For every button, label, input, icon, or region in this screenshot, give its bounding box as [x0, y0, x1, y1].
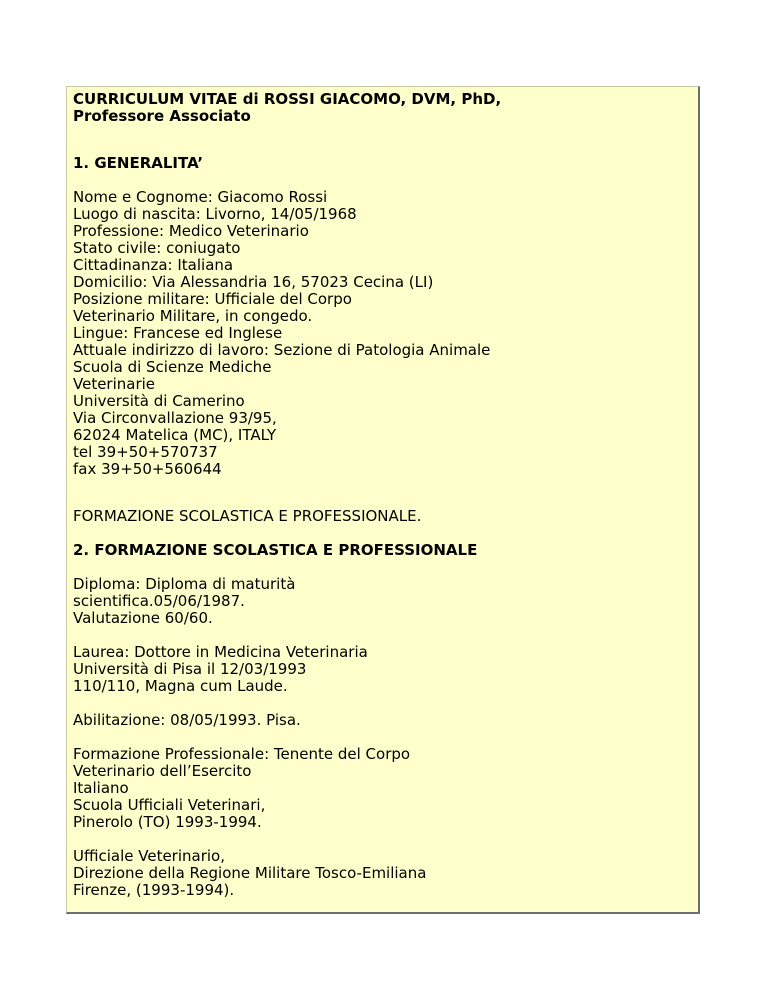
- info-line: Cittadinanza: Italiana: [73, 256, 234, 274]
- block-line: Ufficiale Veterinario,: [73, 847, 225, 865]
- info-line: tel 39+50+570737: [73, 443, 218, 461]
- info-line: Luogo di nascita: Livorno, 14/05/1968: [73, 205, 357, 223]
- info-line: Veterinario Militare, in congedo.: [73, 307, 313, 325]
- section2-heading: 2. FORMAZIONE SCOLASTICA E PROFESSIONALE: [73, 541, 478, 559]
- title-line-2: Professore Associato: [73, 107, 251, 125]
- info-line: Domicilio: Via Alessandria 16, 57023 Cecina (LI): [73, 273, 434, 291]
- block-line: Laurea: Dottore in Medicina Veterinaria: [73, 643, 368, 661]
- info-line: Posizione militare: Ufficiale del Corpo: [73, 290, 352, 308]
- info-line: Professione: Medico Veterinario: [73, 222, 309, 240]
- section1-lines: [73, 189, 693, 478]
- block-line: scientifica.05/06/1987.: [73, 592, 245, 610]
- title-line-1: CURRICULUM VITAE di ROSSI GIACOMO, DVM, PhD,: [73, 90, 502, 108]
- info-line: Attuale indirizzo di lavoro: Sezione di Patologia Animale: [73, 341, 491, 359]
- section1-heading: 1. GENERALITA’: [73, 154, 204, 172]
- block-line: Valutazione 60/60.: [73, 609, 213, 627]
- plain-heading: FORMAZIONE SCOLASTICA E PROFESSIONALE.: [73, 507, 422, 525]
- block-formazione: [73, 746, 693, 831]
- block-line: Veterinario dell’Esercito: [73, 762, 252, 780]
- info-line: Via Circonvallazione 93/95,: [73, 409, 277, 427]
- block-line: Pinerolo (TO) 1993-1994.: [73, 813, 262, 831]
- block-line: Formazione Professionale: Tenente del Corpo: [73, 745, 411, 763]
- info-line: Nome e Cognome: Giacomo Rossi: [73, 188, 328, 206]
- document-box: [66, 86, 700, 914]
- block-line: Abilitazione: 08/05/1993. Pisa.: [73, 711, 301, 729]
- info-line: Veterinarie: [73, 375, 156, 393]
- document-content: [73, 91, 693, 899]
- block-laurea: [73, 644, 693, 695]
- info-line: Università di Camerino: [73, 392, 245, 410]
- info-line: 62024 Matelica (MC), ITALY: [73, 426, 277, 444]
- block-diploma: [73, 576, 693, 627]
- block-line: Scuola Ufficiali Veterinari,: [73, 796, 266, 814]
- block-line: 110/110, Magna cum Laude.: [73, 677, 288, 695]
- block-line: Università di Pisa il 12/03/1993: [73, 660, 307, 678]
- info-line: Lingue: Francese ed Inglese: [73, 324, 283, 342]
- block-line: Diploma: Diploma di maturità: [73, 575, 296, 593]
- info-line: Scuola di Scienze Mediche: [73, 358, 272, 376]
- block-ufficiale: [73, 848, 693, 899]
- block-line: Firenze, (1993-1994).: [73, 881, 235, 899]
- block-line: Direzione della Regione Militare Tosco-Emiliana: [73, 864, 427, 882]
- block-line: Italiano: [73, 779, 129, 797]
- info-line: Stato civile: coniugato: [73, 239, 241, 257]
- block-abilitazione: [73, 712, 693, 729]
- info-line: fax 39+50+560644: [73, 460, 222, 478]
